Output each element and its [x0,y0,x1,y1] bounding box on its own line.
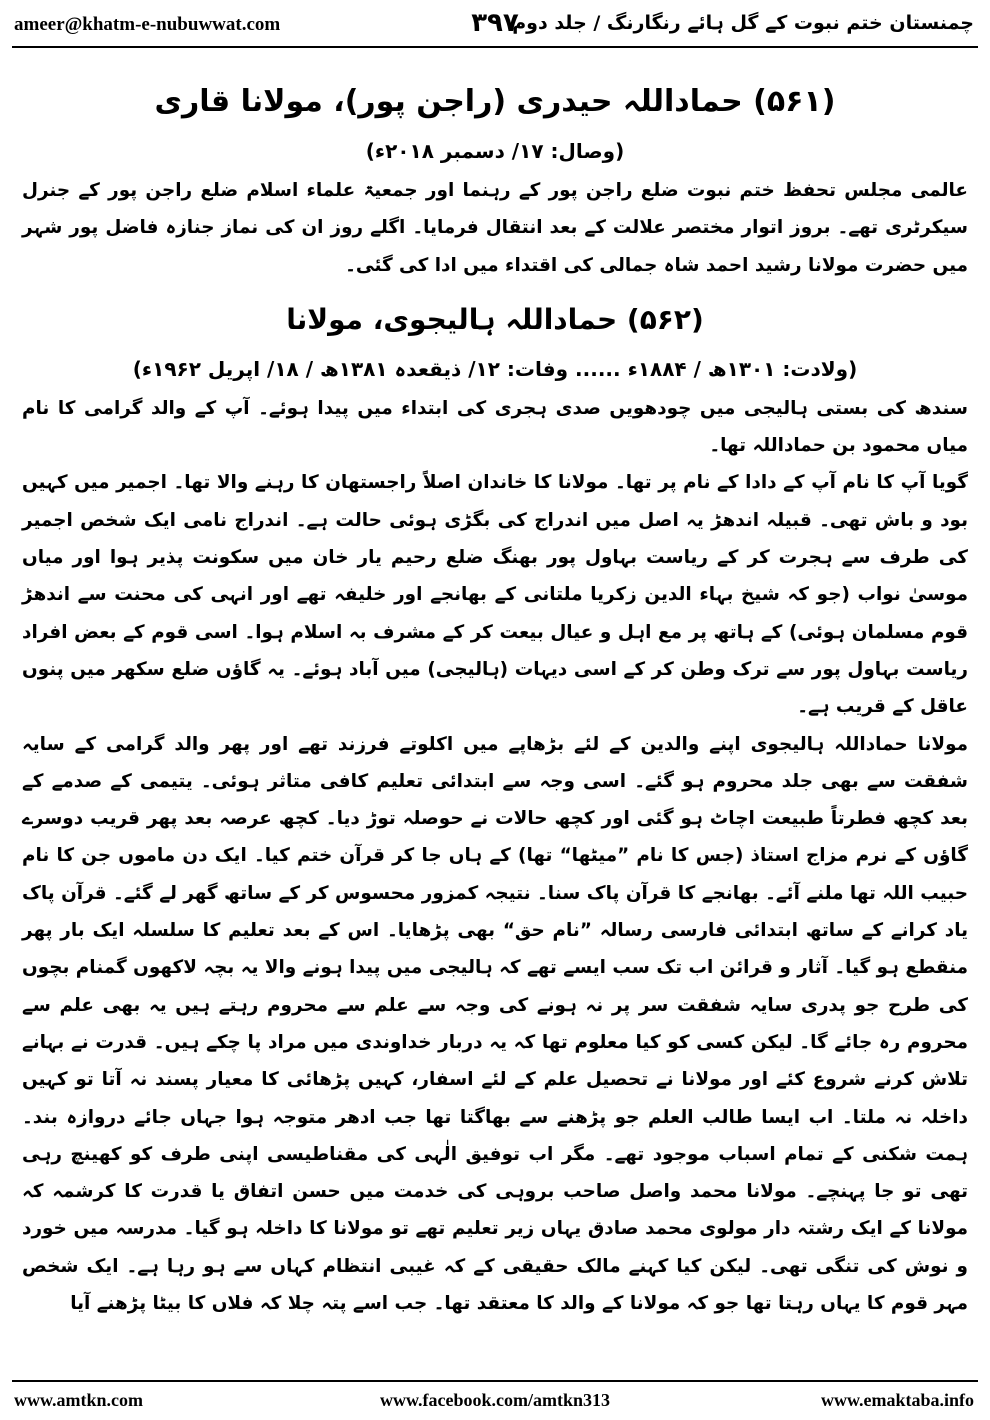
footer-divider [12,1380,978,1382]
page-footer [0,1384,990,1418]
entry-562-dates: (ولادت: ۱۳۰۱ھ / ۱۸۸۴ء ...... وفات: ۱۲/ ذیقعدہ ۱۳۸۱ھ / ۱۸/ اپریل ۱۹۶۲ء) [132,356,858,381]
entry-562-heading: (۵۶۲) حماداللہ ہالیجوی، مولانا [286,302,704,336]
page-header [0,0,990,48]
entry-562-paragraph-1: سندھ کی بستی ہالیجی میں چودھویں صدی ہجری کی ابتداء میں پیدا ہوئے۔ آپ کے والد گرامی کا نام میاں محمود بن حماداللہ تھا۔ [22,397,968,457]
header-divider [12,46,978,48]
footer-link-facebook[interactable]: www.facebook.com/amtkn313 [380,1390,610,1410]
page-number: ۳۹۷ [471,8,519,38]
footer-link-emaktaba[interactable]: www.emaktaba.info [820,1390,974,1410]
book-title: چمنستان ختم نبوت کے گل ہائے رنگارنگ / جلد دوم [512,12,974,34]
footer-link-amtkn[interactable]: www.amtkn.com [14,1390,143,1410]
entry-561-paragraph: عالمی مجلس تحفظ ختم نبوت ضلع راجن پور کے رہنما اور جمعیۃ علماء اسلام ضلع راجن پور کے جنرل سیکرٹری تھے۔ بروز اتوار مختصر علالت کے بعد انتقال فرمایا۔ اگلے روز ان کی نماز جنازہ فاضل پور شہر میں حضرت مولانا رشید احمد شاہ جمالی کی اقتداء میں ادا کی گئی۔ [22,180,968,276]
entry-562-paragraph-2: گویا آپ کا نام آپ کے دادا کے نام پر تھا۔ مولانا کا خاندان اصلاً راجستھان کا رہنے والا تھا۔ اجمیر میں کہیں بود و باش تھی۔ قبیلہ اندھڑ یہ اصل میں اندراج کی بگڑی ہوئی حالت ہے۔ اندراج نامی ایک شخص اجمیر کی طرف سے ہجرت کر کے ریاست بہاول پور بھنگ ضلع رحیم یار خان میں سکونت پذیر ہوا اور میاں موسیٰ نواب (جو کہ شیخ بہاء الدین زکریا ملتانی کے بھانجے اور خلیفہ تھے اور انہی کی محنت سے اندھڑ قوم مسلمان ہوئی) کے ہاتھ پر مع اہل و عیال بیعت کر کے مشرف بہ اسلام ہوا۔ اسی قوم کے بعض افراد ریاست بہاول پور سے ترک وطن کر کے اسی دیہات (ہالیجی) میں آباد ہوئے۔ یہ گاؤں ضلع سکھر میں پنوں عاقل کے قریب ہے۔ [22,472,968,718]
header-email: ameer@khatm-e-nubuwwat.com [14,14,281,35]
entry-561-dates: (وصال: ۱۷/ دسمبر ۲۰۱۸ء) [365,139,625,163]
entry-561-heading: (۵۶۱) حماداللہ حیدری (راجن پور)، مولانا قاری [154,84,836,119]
entry-562-paragraph-3: مولانا حماداللہ ہالیجوی اپنے والدین کے لئے بڑھاپے میں اکلوتے فرزند تھے اور پھر والد گرامی کے سایہ شفقت سے بھی جلد محروم ہو گئے۔ اسی وجہ سے ابتدائی تعلیم کافی متاثر ہوئی۔ یتیمی کے صدمے کے بعد کچھ فطرتاً طبیعت اچاٹ ہو گئی اور کچھ حالات نے حوصلہ توڑ دیا۔ کچھ عرصہ بعد پھر قریب دوسرے گاؤں کے نرم مزاج استاذ (جس کا نام ”میٹھا“ تھا) کے ہاں جا کر قرآن ختم کیا۔ ایک دن ماموں جن کا نام حبیب اللہ تھا ملنے آئے۔ بھانجے کا قرآن پاک سنا۔ نتیجہ کمزور محسوس کر کے ساتھ گھر لے گئے۔ قرآن پاک یاد کرانے کے ساتھ ابتدائی فارسی رسالہ ”نام حق“ بھی پڑھایا۔ اس کے بعد تعلیم کا سلسلہ ایک بار پھر منقطع ہو گیا۔ آثار و قرائن اب تک سب ایسے تھے کہ ہالیجی میں پیدا ہونے والا یہ بچہ لاکھوں گمنام بچوں کی طرح جو پدری سایہ شفقت سر پر نہ ہونے کی وجہ سے علم سے محروم رہتے ہیں یہ بھی علم سے محروم رہ جائے گا۔ لیکن کسی کو کیا معلوم تھا کہ یہ دربار خداوندی میں مراد پا چکے ہیں۔ قدرت نے بہانے تلاش کرنے شروع کئے اور مولانا نے تحصیل علم کے لئے اسفار، کہیں پڑھائی کا معیار پسند نہ آتا تو کہیں داخلہ نہ ملتا۔ اب ایسا طالب العلم جو پڑھنے سے بھاگتا تھا جب ادھر متوجہ ہوا جہاں جائے دروازہ بند۔ ہمت شکنی کے تمام اسباب موجود تھے۔ مگر اب توفیق الٰہی کی مقناطیسی اپنی طرف کو کھینچ رہی تھی تو جا پہنچے۔ مولانا محمد واصل صاحب بروہی کی خدمت میں حسن اتفاق یا قدرت کا کرشمہ کہ مولانا کے ایک رشتہ دار مولوی محمد صادق یہاں زیر تعلیم تھے تو مولانا کا داخلہ ہو گیا۔ مدرسہ میں خورد و نوش کی تنگی تھی۔ لیکن کیا کہنے مالک حقیقی کے کہ غیبی انتظام کہاں سے ہو رہا ہے۔ ایک شخص مہر قوم کا یہاں رہتا تھا جو کہ مولانا کے والد کا معتقد تھا۔ جب اسے پتہ چلا کہ فلاں کا بیٹا پڑھنے آیا [22,733,968,1315]
page-body [22,58,968,1376]
